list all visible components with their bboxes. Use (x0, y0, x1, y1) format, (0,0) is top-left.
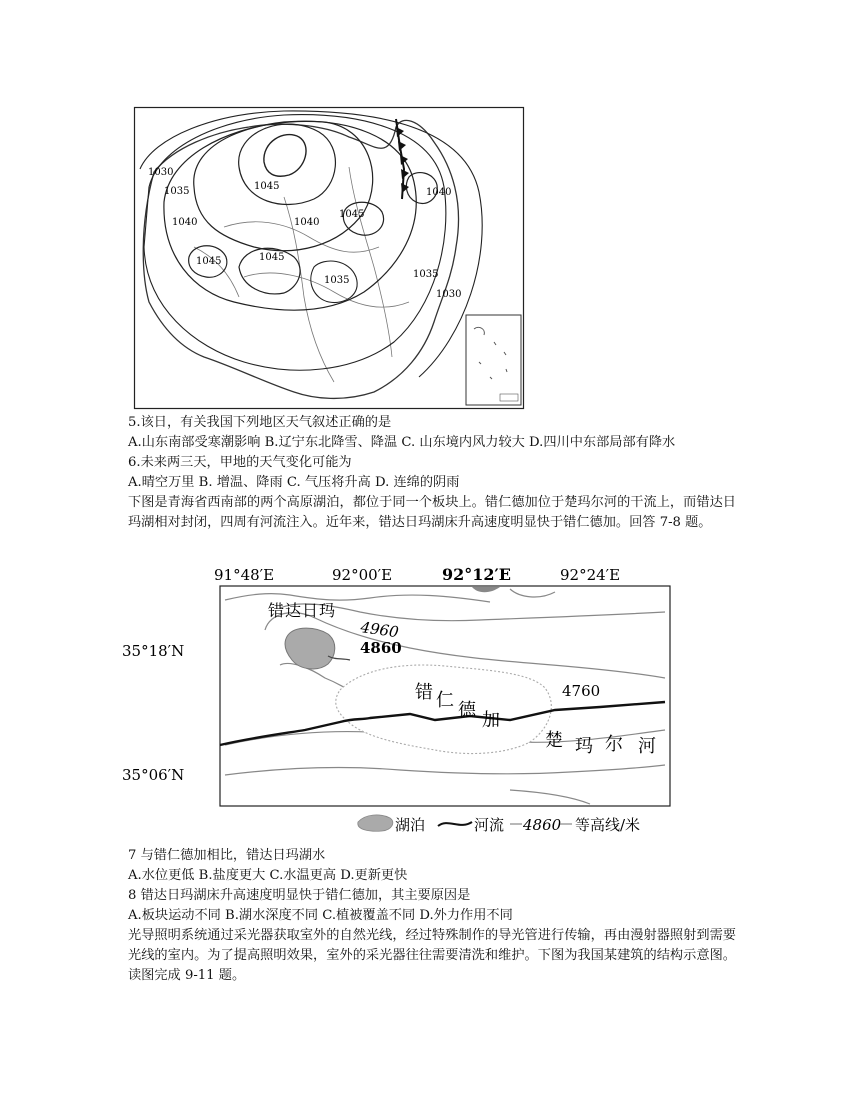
legend-contour-value: 4860 (523, 816, 562, 834)
questions-5-6 (128, 413, 736, 533)
lake-2-char: 错 (415, 682, 433, 703)
lon-label: 91°48′E (214, 566, 275, 584)
question-5: 5.该日，有关我国下列地区天气叙述正确的是 (128, 415, 392, 430)
lat-label: 35°18′N (122, 642, 185, 660)
lon-label: 92°12′E (442, 565, 511, 584)
intro-7-8: 下图是青海省西南部的两个高原湖泊，都位于同一个板块上。错仁德加位于楚玛尔河的干流上，而错达日玛湖相对封闭，四周有河流注入。近年来，错达日玛湖床升高速度明显快于错仁德加。回答 7-8 题。 (128, 495, 736, 530)
river-char: 楚 (545, 730, 563, 751)
contour-label: 4960 (359, 618, 400, 642)
contour-label: 4860 (360, 639, 402, 657)
isobar-label: 1035 (324, 275, 350, 286)
lake-2-char: 德 (458, 700, 476, 721)
river-char: 尔 (605, 734, 623, 755)
lat-label: 35°06′N (122, 766, 185, 784)
isobar-label: 1040 (426, 187, 452, 198)
isobar-map (134, 107, 524, 409)
lake-1-name: 错达日玛 (268, 601, 337, 620)
questions-7-8 (128, 846, 736, 986)
question-6: 6.未来两三天，甲地的天气变化可能为 (128, 455, 352, 470)
river-char: 河 (638, 736, 656, 757)
legend-contour-label: 等高线/米 (575, 816, 641, 834)
legend-river-line (438, 822, 472, 826)
legend-lake-label: 湖泊 (395, 816, 426, 834)
lake-2-char: 仁 (436, 690, 454, 711)
lon-label: 92°00′E (332, 566, 393, 584)
isobar-label: 1030 (148, 167, 174, 178)
isobar-label: 1045 (196, 256, 222, 267)
contour-label: 4760 (562, 682, 601, 700)
isobar-label: 1045 (259, 252, 285, 263)
isobar-label: 1035 (164, 186, 190, 197)
lake-2-char: 加 (482, 710, 500, 731)
intro-9-11: 光导照明系统通过采光器获取室外的自然光线，经过特殊制作的导光管进行传输，再由漫射器照射到需要光线的室内。为了提高照明效果，室外的采光器往往需要清洗和维护。下图为我国某建筑的结构示意图。读图完成 9-11 题。 (128, 928, 736, 983)
legend-river-label: 河流 (474, 816, 505, 834)
question-5-options: A.山东南部受寒潮影响 B.辽宁东北降雪、降温 C. 山东境内风力较大 D.四川中东部局部有降水 (128, 435, 676, 450)
question-7: 7 与错仁德加相比，错达日玛湖水 (128, 848, 326, 863)
isobar-label: 1030 (436, 289, 462, 300)
isobar-label: 1035 (413, 269, 439, 280)
lon-label: 92°24′E (560, 566, 621, 584)
question-8-options: A.板块运动不同 B.湖水深度不同 C.植被覆盖不同 D.外力作用不同 (128, 908, 513, 923)
legend-lake-swatch (358, 815, 393, 831)
question-7-options: A.水位更低 B.盐度更大 C.水温更高 D.更新更快 (128, 868, 408, 883)
isobar-label: 1040 (172, 217, 198, 228)
isobar-label: 1045 (254, 181, 280, 192)
isobar-label: 1045 (339, 209, 365, 220)
river-char: 玛 (575, 736, 593, 757)
lakes-contour-map (122, 560, 680, 838)
question-6-options: A.晴空万里 B. 增温、降雨 C. 气压将升高 D. 连绵的阴雨 (128, 475, 460, 490)
isobar-label: 1040 (294, 217, 320, 228)
question-8: 8 错达日玛湖床升高速度明显快于错仁德加，其主要原因是 (128, 888, 471, 903)
